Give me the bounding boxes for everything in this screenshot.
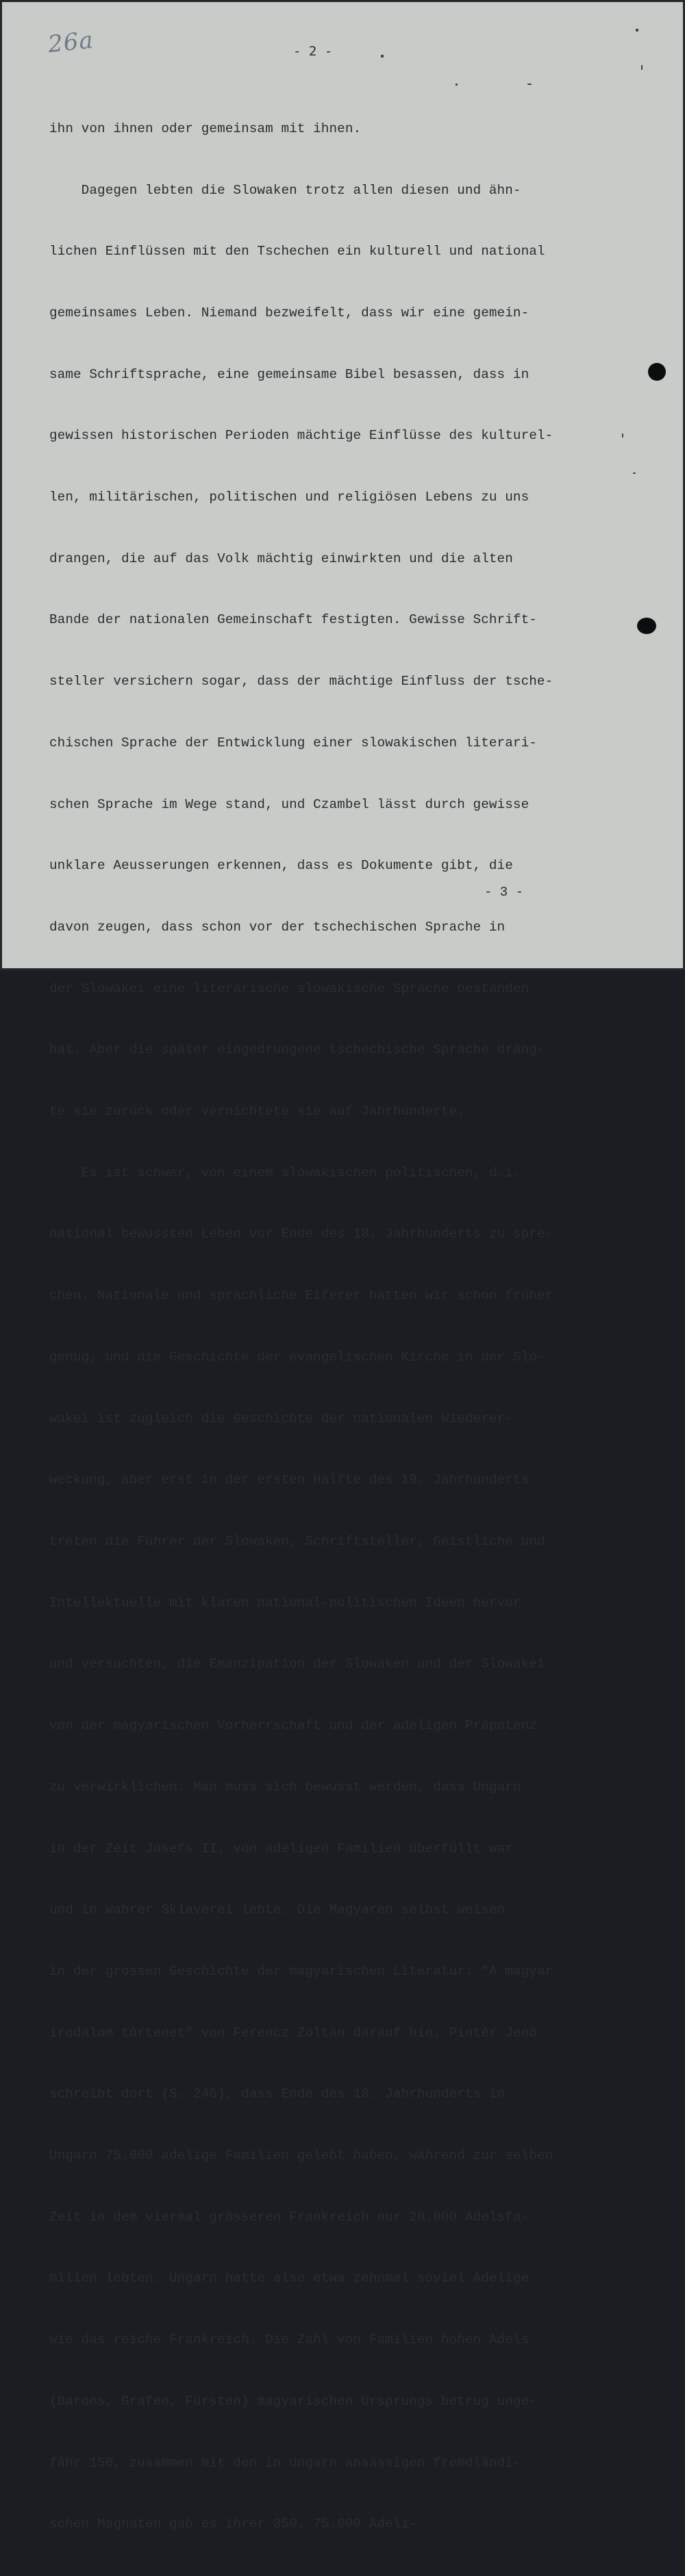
text-line: Zeit in dem viermal grösseren Frankreich nur 28.000 Adelsfa-: [49, 2209, 530, 2225]
text-line: lichen Einflüssen mit den Tschechen ein kulturell und national: [49, 244, 545, 260]
text-line: zu verwirklichen. Man muss sich bewusst werden, dass Ungarn: [49, 1779, 521, 1795]
text-line: gemeinsames Leben. Niemand bezweifelt, dass wir eine gemein-: [49, 305, 530, 320]
text-line: Ungarn 75.000 adelige Familien gelebt haben, während zur selben: [49, 2148, 553, 2164]
catchword-next-page: - 3 -: [484, 885, 524, 900]
paper-speck: [456, 84, 458, 86]
text-line: wie das reiche Frankreich. Die Zahl von Familien hohen Adels: [49, 2332, 530, 2348]
body-text: [49, 78, 584, 2576]
text-line: ihn von ihnen oder gemeinsam mit ihnen.: [49, 121, 362, 136]
text-line: Bande der nationalen Gemeinschaft festigten. Gewisse Schrift-: [49, 612, 537, 628]
paper-speck: [527, 84, 532, 85]
paper-speck: [636, 29, 638, 31]
text-line: chischen Sprache der Entwicklung einer slowakischen literari-: [49, 735, 537, 750]
text-line: same Schriftsprache, eine gemeinsame Bibel besassen, dass in: [49, 366, 530, 382]
text-line: fähr 150, zusammen mit den in Ungarn ansässigen fremdländi-: [49, 2455, 521, 2471]
text-line: in der grossen Geschichte der magyarischen Literatur: "A magyar: [49, 1963, 553, 1979]
text-line: len, militärischen, politischen und religiösen Lebens zu uns: [49, 490, 530, 505]
text-line: treten die Führer der Slowaken, Schriftsteller, Geistliche und: [49, 1533, 545, 1549]
text-line: Es ist schwer, von einem slowakischen politischen, d.i.: [49, 1165, 521, 1180]
text-line: unklare Aeusserungen erkennen, dass es Dokumente gibt, die: [49, 858, 513, 874]
text-line: weckung, aber erst in der ersten Hälfte des 19. Jahrhunderts: [49, 1472, 530, 1488]
text-line: te sie zurück oder vernichtete sie auf Jahrhunderte.: [49, 1104, 465, 1120]
text-line: drangen, die auf das Volk mächtig einwirkten und die alten: [49, 551, 513, 566]
text-line: und in wahrer Sklaverei lebte. Die Magyaren selbst weisen: [49, 1902, 506, 1918]
text-line: steller versichern sogar, dass der mächtige Einfluss der tsche-: [49, 674, 553, 690]
page-number: - 2 -: [293, 44, 333, 59]
handwritten-page-note: 26a: [47, 26, 95, 59]
text-line: der Slowakei eine literarische slowakische Sprache bestanden: [49, 981, 530, 996]
text-line: Dagegen lebten die Slowaken trotz allen diesen und ähn-: [49, 182, 521, 198]
text-line: (Barons, Grafen, Fürsten) magyarischen Ursprungs betrug unge-: [49, 2393, 537, 2409]
paper-speck: [622, 433, 623, 438]
punch-hole: [637, 618, 656, 634]
text-line: schen Magnaten gab es ihrer 350. 75.000 Adeli-: [49, 2516, 417, 2532]
paper-speck: [641, 65, 643, 70]
paper-speck: [381, 55, 384, 58]
text-line: national bewussten Leben vor Ende des 18. Jahrhunderts zu spre-: [49, 1226, 553, 1242]
text-line: von der magyarischen Vorherrschaft und der adeligen Präpotenz: [49, 1718, 537, 1734]
punch-hole: [648, 363, 666, 381]
text-line: in der Zeit Josefs II. von adeligen Familien überfüllt war: [49, 1841, 513, 1856]
text-line: irodalom törtenet" von Ferencz Zoltán darauf hin. Pintér Jenö: [49, 2025, 537, 2041]
text-line: milien lebten. Ungarn hatte also etwa zehnmal soviel Adelige: [49, 2271, 530, 2286]
text-line: schen Sprache im Wege stand, und Czambel lässt durch gewisse: [49, 796, 530, 812]
text-line: schreibt dort (S. 246), dass Ende des 18. Jahrhunderts in: [49, 2086, 506, 2102]
text-line: wakei ist zugleich die Geschichte der nationalen Wiederer-: [49, 1411, 513, 1426]
paper-speck: [633, 472, 636, 474]
text-line: genug, und die Geschichte der evangelischen Kirche in der Slo-: [49, 1349, 545, 1365]
text-line: Intellektuelle mit klaren national-politischen Ideen hervor: [49, 1595, 521, 1611]
text-line: chen. Nationale und sprachliche Eiferer hatten wir schon früher: [49, 1288, 553, 1304]
text-line: davon zeugen, dass schon vor der tschechischen Sprache in: [49, 919, 506, 935]
text-line: hat. Aber die später eingedrungene tschechische Sprache dräng-: [49, 1042, 545, 1058]
text-line: gewissen historischen Perioden mächtige Einflüsse des kulturel-: [49, 428, 553, 444]
text-line: und versuchten, die Emanzipation der Slowaken und der Slowakei: [49, 1656, 545, 1672]
